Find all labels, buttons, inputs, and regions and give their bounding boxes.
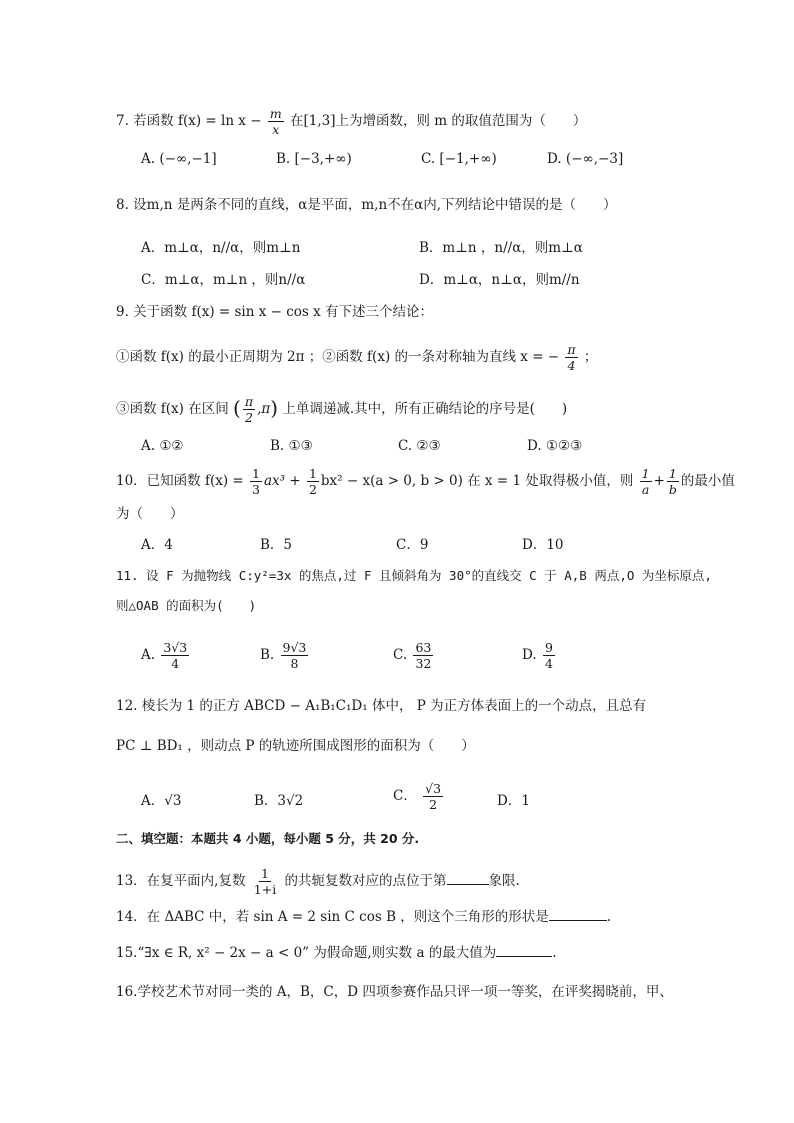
- q7-fraction: [268, 106, 284, 137]
- q9-pi-over-2: [243, 394, 255, 425]
- q11-option-d-label: D.: [522, 647, 537, 663]
- q12-option-c-label: C．: [393, 788, 417, 804]
- q15-answer-blank[interactable]: [496, 942, 552, 957]
- q10-frac2-den: 2: [308, 482, 317, 497]
- q10-stem: [116, 466, 735, 497]
- q10-text-1: 10．已知函数 f(x) =: [116, 473, 244, 489]
- q8-option-a: A．m⊥α，n//α，则m⊥n: [141, 240, 301, 256]
- q10-frac1b-den: b: [668, 482, 677, 497]
- q11-option-a-frac: [161, 640, 189, 671]
- q10-frac-1a: [640, 466, 652, 497]
- q10-option-b: B．5: [260, 537, 293, 553]
- q7-option-b: B. [−3,+∞): [276, 151, 352, 167]
- q15-text-1: 15.“∃x ∈ R, x² − 2x − a < 0” 为假命题,则实数 a 的最大值为: [116, 945, 497, 961]
- q14-stem: [116, 906, 611, 927]
- q11-option-b-label: B.: [260, 647, 275, 663]
- q11-option-a-label: A.: [141, 647, 156, 663]
- q10-text-3: 的最小值: [680, 473, 735, 489]
- q9-line2-den: 4: [567, 358, 576, 373]
- q11-a-num: 3√3: [163, 640, 188, 655]
- q11-option-d-frac: [543, 640, 555, 671]
- q11-option-b: [260, 640, 310, 671]
- q7-option-d: D. (−∞,−3]: [547, 151, 624, 167]
- q8-option-d: D．m⊥α，n⊥α，则m//n: [419, 272, 580, 288]
- q10-text-2: bx² − x(a > 0, b > 0) 在 x = 1 处取得极小值，则: [320, 473, 634, 489]
- q11-option-c-frac: [413, 640, 433, 671]
- q10-option-c: C．9: [396, 537, 429, 553]
- q9-right-paren: ): [270, 396, 279, 420]
- q11-stem-line2: 则△OAB 的面积为( ): [116, 598, 257, 613]
- q10-frac2-num: 1: [308, 466, 317, 481]
- q10-frac-2: [307, 466, 319, 497]
- q7-frac-num: m: [269, 106, 282, 121]
- q10-plus: +: [653, 473, 665, 489]
- q9-option-a: A. ①②: [141, 438, 184, 454]
- q8-option-c: C．m⊥α，m⊥n ，则n//α: [141, 272, 306, 288]
- q13-answer-blank[interactable]: [447, 870, 489, 885]
- q9-line3-den: 2: [244, 410, 253, 425]
- q8-stem: 8. 设m,n 是两条不同的直线，α是平面，m,n不在α内,下列结论中错误的是（ ）: [116, 197, 617, 213]
- q12-option-b: B．3√2: [254, 793, 304, 809]
- q11-option-b-frac: [281, 640, 309, 671]
- q13-den: 1+i: [253, 882, 277, 897]
- q15-text-2: .: [552, 945, 557, 961]
- q10-frac1-num: 1: [252, 466, 260, 481]
- q10-frac-1: [250, 466, 262, 497]
- q13-text-2: 的共轭复数对应的点位于第: [284, 873, 447, 889]
- q10-frac1a-den: a: [641, 482, 650, 497]
- q7-frac-den: x: [272, 122, 280, 137]
- q8-option-b: B．m⊥n ，n//α，则m⊥α: [419, 240, 583, 256]
- q9-option-c: C. ②③: [398, 438, 441, 454]
- q13-fraction: [252, 866, 278, 897]
- q13-stem: [116, 866, 520, 897]
- q9-stem: 9. 关于函数 f(x) = sin x − cos x 有下述三个结论：: [116, 304, 434, 320]
- q10-option-a: A．4: [141, 537, 173, 553]
- q16-stem: 16.学校艺术节对同一类的 A，B，C，D 四项参赛作品只评一项一等奖，在评奖揭晓前，甲、: [116, 984, 673, 1000]
- q9-option-b: B. ①③: [270, 438, 313, 454]
- q9-option-d: D. ①②③: [527, 438, 583, 454]
- q11-c-den: 32: [415, 656, 432, 671]
- q9-statement-3: [116, 394, 567, 425]
- q12-option-c: [393, 781, 445, 812]
- q9-line3-text: ③函数 f(x) 在区间: [116, 401, 229, 417]
- q11-option-d: [522, 640, 557, 671]
- q10-frac-1b: [667, 466, 679, 497]
- q12-c-num: √3: [425, 781, 442, 796]
- section-2-heading: 二、填空题：本题共 4 小题，每小题 5 分，共 20 分.: [116, 831, 420, 846]
- q7-stem-part1: 7. 若函数 f(x) = ln x −: [116, 113, 262, 129]
- q10-frac1a-num: 1: [641, 466, 650, 481]
- q11-d-num: 9: [544, 640, 553, 655]
- q11-d-den: 4: [544, 656, 553, 671]
- q9-line3-tail: 上单调递减.其中，所有正确结论的序号是( ): [282, 401, 568, 417]
- q14-text-2: .: [606, 909, 612, 925]
- q15-stem: [116, 942, 557, 963]
- q10-stem-cont: 为（ ）: [116, 506, 184, 522]
- q10-frac1-den: 3: [252, 482, 260, 497]
- q9-line2-text: ①函数 f(x) 的最小正周期为 2π ；②函数 f(x) 的一条对称轴为直线 x = −: [116, 349, 560, 365]
- q14-answer-blank[interactable]: [549, 906, 607, 921]
- q9-pi-over-4: [565, 342, 577, 373]
- q10-option-d: D．10: [522, 537, 564, 553]
- q13-num: 1: [261, 866, 269, 881]
- q7-option-c: C. [−1,+∞): [421, 151, 497, 167]
- q11-option-c: [393, 640, 435, 671]
- q9-left-paren: (: [233, 396, 241, 420]
- q11-stem-line1: 11. 设 F 为抛物线 C:y²=3x 的焦点,过 F 且倾斜角为 30°的直线交 C 于 A,B 两点,O 为坐标原点,: [116, 568, 712, 583]
- q11-b-den: 8: [290, 656, 299, 671]
- q13-text-3: 象限.: [488, 873, 520, 889]
- q12-option-c-frac: [423, 781, 443, 812]
- q9-line2-end: ；: [583, 349, 598, 365]
- q11-b-num: 9√3: [282, 640, 307, 655]
- q9-line2-num: π: [567, 342, 576, 357]
- q13-text-1: 13．在复平面内,复数: [116, 873, 246, 889]
- q9-statement-1-2: [116, 342, 597, 373]
- q9-interval-end: ,π: [257, 401, 271, 417]
- q12-option-a: A．√3: [141, 793, 182, 809]
- q7-stem-part2: 在[1,3]上为增函数，则 m 的取值范围为（ ）: [289, 113, 587, 129]
- q11-option-c-label: C.: [393, 647, 408, 663]
- q11-option-a: [141, 640, 191, 671]
- q11-a-den: 4: [171, 656, 180, 671]
- q11-c-num: 63: [415, 640, 432, 655]
- q12-stem-line1: 12. 棱长为 1 的正方 ABCD − A₁B₁C₁D₁ 体中， P 为正方体表面上的一个动点，且总有: [116, 698, 647, 714]
- q10-term-1: ax³ +: [263, 473, 301, 489]
- q12-option-d: D．1: [497, 793, 530, 809]
- q14-text-1: 14．在 ΔABC 中，若 sin A = 2 sin C cos B ，则这个三角形的形状是: [116, 909, 549, 925]
- q12-c-den: 2: [429, 797, 438, 812]
- q10-frac1b-num: 1: [668, 466, 677, 481]
- q7-stem: [116, 106, 586, 137]
- q12-stem-line2: PC ⊥ BD₁ ，则动点 P 的轨迹所围成图形的面积为（ ）: [116, 738, 475, 754]
- q7-option-a: A. (−∞,−1]: [141, 151, 217, 167]
- q9-line3-num: π: [244, 394, 254, 409]
